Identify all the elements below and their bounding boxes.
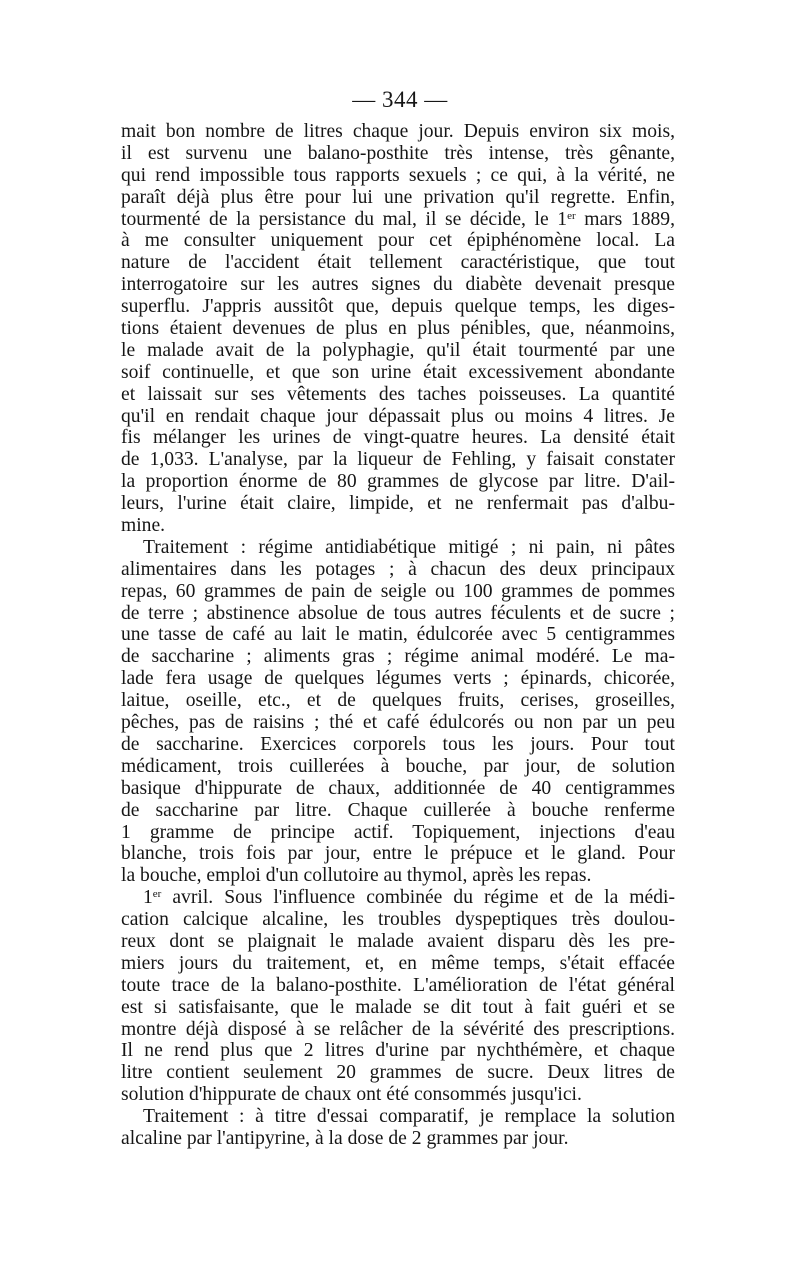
text-line: tourmenté de la persistance du mal, il se décide, le 1er mars 1889,: [121, 208, 675, 230]
paragraph-end-line: la bouche, emploi d'un collutoire au thymol, après les repas.: [121, 865, 592, 887]
text-line: basique d'hippurate de chaux, additionnée de 40 centigrammes: [121, 777, 675, 799]
text-line: cation calcique alcaline, les troubles dyspeptiques très doulou-: [121, 909, 675, 931]
body-text: [121, 121, 675, 1150]
text-line: alimentaires dans les potages ; à chacun des deux principaux: [121, 558, 675, 580]
paragraph-end-line: alcaline par l'antipyrine, à la dose de 2 grammes par jour.: [121, 1127, 569, 1149]
text-line: de saccharine par litre. Chaque cuillerée à bouche renferme: [121, 799, 675, 821]
text-line: interrogatoire sur les autres signes du diabète devenait presque: [121, 274, 675, 296]
text-line: pêches, pas de raisins ; thé et café édulcorés ou non par un peu: [121, 712, 675, 734]
text-line: superflu. J'appris aussitôt que, depuis quelque temps, les diges-: [121, 296, 675, 318]
text-line: de saccharine ; aliments gras ; régime animal modéré. Le ma-: [121, 646, 675, 668]
text-line: qu'il en rendait chaque jour dépassait plus ou moins 4 litres. Je: [121, 405, 675, 427]
text-line: litre contient seulement 20 grammes de sucre. Deux litres de: [121, 1062, 675, 1084]
text-line: tions étaient devenues de plus en plus pénibles, que, néanmoins,: [121, 318, 675, 340]
text-line: reux dont se plaignait le malade avaient disparu dès les pre-: [121, 930, 675, 952]
text-line: qui rend impossible tous rapports sexuels ; ce qui, à la vérité, ne: [121, 164, 675, 186]
text-line: paraît déjà plus être pour lui une privation qu'il regrette. Enfin,: [121, 186, 675, 208]
text-line: est si satisfaisante, que le malade se dit tout à fait guéri et se: [121, 996, 675, 1018]
text-line: laitue, oseille, etc., et de quelques fruits, cerises, groseilles,: [121, 690, 675, 712]
page-number: — 344 —: [352, 87, 448, 112]
paragraph-start-line: Traitement : régime antidiabétique mitigé ; ni pain, ni pâtes: [143, 536, 675, 558]
text-line: fis mélanger les urines de vingt-quatre heures. La densité était: [121, 427, 675, 449]
text-line: médicament, trois cuillerées à bouche, par jour, de solution: [121, 755, 675, 777]
text-line: le malade avait de la polyphagie, qu'il était tourmenté par une: [121, 339, 675, 361]
paragraph-start-line: Traitement : à titre d'essai comparatif, je remplace la solution: [143, 1106, 675, 1128]
text-line: soif continuelle, et que son urine était excessivement abondante: [121, 361, 675, 383]
text-line: blanche, trois fois par jour, entre le prépuce et le gland. Pour: [121, 843, 675, 865]
text-line: mait bon nombre de litres chaque jour. Depuis environ six mois,: [121, 121, 675, 142]
text-line: miers jours du traitement, et, en même temps, s'était effacée: [121, 952, 675, 974]
text-line: 1 gramme de principe actif. Topiquement, injections d'eau: [121, 821, 675, 843]
text-line: de terre ; abstinence absolue de tous autres féculents et de sucre ;: [121, 602, 675, 624]
text-line: repas, 60 grammes de pain de seigle ou 100 grammes de pommes: [121, 580, 675, 602]
paragraph-end-line: mine.: [121, 515, 166, 537]
text-line: montre déjà disposé à se relâcher de la sévérité des prescriptions.: [121, 1018, 675, 1040]
text-line: toute trace de la balano-posthite. L'amélioration de l'état général: [121, 974, 675, 996]
text-line: nature de l'accident était tellement caractéristique, que tout: [121, 252, 675, 274]
text-line: de saccharine. Exercices corporels tous les jours. Pour tout: [121, 733, 675, 755]
text-line: une tasse de café au lait le matin, édulcorée avec 5 centigrammes: [121, 624, 675, 646]
text-line: il est survenu une balano-posthite très intense, très gênante,: [121, 142, 675, 164]
text-line: lade fera usage de quelques légumes verts ; épinards, chicorée,: [121, 668, 675, 690]
paragraph-end-line: solution d'hippurate de chaux ont été consommés jusqu'ici.: [121, 1084, 582, 1106]
text-line: Il ne rend plus que 2 litres d'urine par nychthémère, et chaque: [121, 1040, 675, 1062]
text-line: et laissait sur ses vêtements des taches poisseuses. La quantité: [121, 383, 675, 405]
text-line: à me consulter uniquement pour cet épiphénomène local. La: [121, 230, 675, 252]
text-line: leurs, l'urine était claire, limpide, et ne renfermait pas d'albu-: [121, 493, 675, 515]
paragraph-start-line: 1er avril. Sous l'influence combinée du régime et de la médi-: [143, 887, 675, 909]
text-line: de 1,033. L'analyse, par la liqueur de Fehling, y faisait constater: [121, 449, 675, 471]
text-line: la proportion énorme de 80 grammes de glycose par litre. D'ail-: [121, 471, 675, 493]
